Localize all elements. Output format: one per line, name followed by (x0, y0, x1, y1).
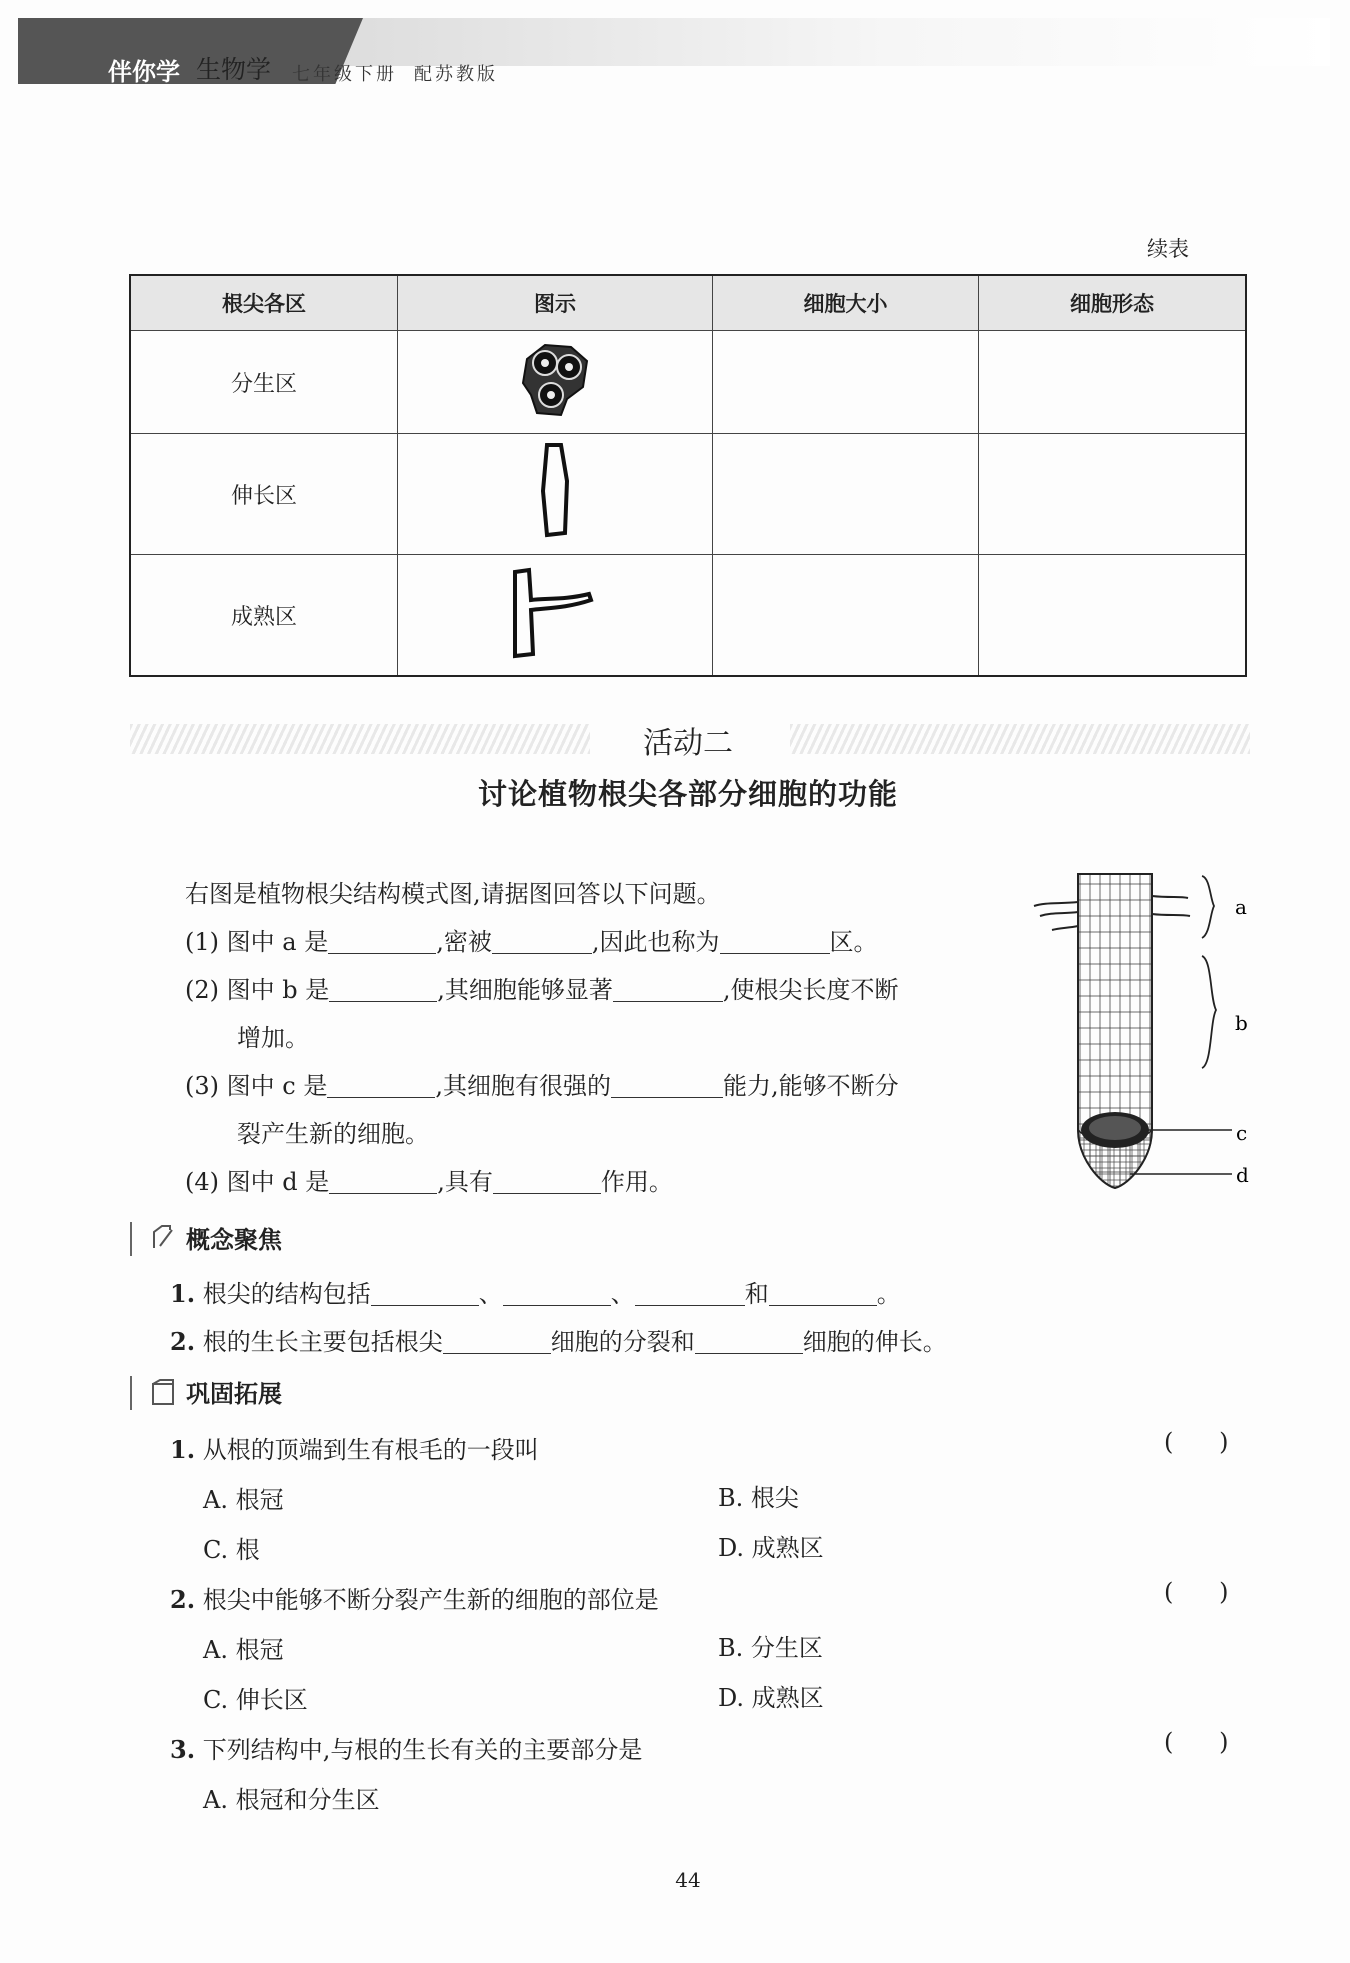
book-icon (150, 1378, 176, 1406)
item-text: 。 (876, 1280, 901, 1308)
answer-blank[interactable] (327, 1073, 435, 1098)
question-text: ,密被 (436, 928, 492, 956)
cell-size-answer[interactable] (712, 555, 978, 677)
diagram-label-a: a (1235, 895, 1247, 919)
question-text: ,其细胞有很强的 (435, 1072, 611, 1100)
question-stem: 下列结构中,与根的生长有关的主要部分是 (202, 1736, 643, 1764)
item-number: 3. (170, 1735, 196, 1764)
question-text: 图中 a 是 (226, 928, 329, 956)
option[interactable]: D. 成熟区 (718, 1684, 824, 1712)
answer-parentheses[interactable]: ( ) (1164, 1728, 1229, 1756)
item-number: 1. (170, 1435, 196, 1464)
practice-question-2 (170, 1580, 659, 1615)
header-band (230, 18, 1330, 66)
table-row (130, 331, 1246, 434)
table-row (130, 434, 1246, 555)
question-text: 图中 c 是 (226, 1072, 328, 1100)
answer-blank[interactable] (329, 977, 437, 1002)
table-header: 细胞大小 (712, 275, 978, 331)
item-text: 细胞的伸长。 (802, 1328, 947, 1356)
activity-question-1 (185, 922, 878, 957)
question-text: 区。 (829, 928, 878, 956)
concept-item-2 (170, 1322, 947, 1357)
table-header: 图示 (398, 275, 713, 331)
continued-label: 续表 (1147, 237, 1189, 261)
answer-blank[interactable] (443, 1329, 551, 1354)
answer-blank[interactable] (635, 1281, 745, 1306)
header-edition: 配苏教版 (414, 64, 498, 85)
question-text: ,具有 (437, 1168, 493, 1196)
item-text: 、 (610, 1280, 635, 1308)
activity-question-4 (185, 1162, 673, 1197)
answer-blank[interactable] (371, 1281, 479, 1306)
cell-shape-answer[interactable] (978, 331, 1246, 434)
item-text: 、 (478, 1280, 503, 1308)
zone-name: 成熟区 (130, 555, 398, 677)
question-stem: 从根的顶端到生有根毛的一段叫 (202, 1436, 539, 1464)
zone-name: 伸长区 (130, 434, 398, 555)
diagram-label-c: c (1236, 1121, 1248, 1145)
option[interactable]: B. 分生区 (718, 1634, 823, 1662)
question-text: ,因此也称为 (591, 928, 720, 956)
pencil-icon (150, 1222, 176, 1252)
activity-intro: 右图是植物根尖结构模式图,请据图回答以下问题。 (185, 880, 721, 908)
answer-parentheses[interactable]: ( ) (1164, 1578, 1229, 1606)
elongation-cell-illustration (398, 434, 713, 555)
item-number: 2. (170, 1585, 196, 1614)
question-text: 图中 b 是 (226, 976, 330, 1004)
activity-title: 活动二 (643, 726, 733, 761)
option[interactable]: A. 根冠 (203, 1486, 284, 1514)
table-header-row (130, 275, 1246, 331)
item-text: 和 (744, 1280, 769, 1308)
concept-item-1 (170, 1274, 901, 1309)
item-text: 细胞的分裂和 (550, 1328, 695, 1356)
diagram-label-d: d (1236, 1163, 1249, 1187)
question-stem: 根尖中能够不断分裂产生新的细胞的部位是 (202, 1586, 659, 1614)
option[interactable]: A. 根冠和分生区 (203, 1786, 380, 1814)
table-row (130, 555, 1246, 677)
question-number: (2) (185, 976, 219, 1004)
item-number: 1. (170, 1279, 196, 1308)
cell-size-answer[interactable] (712, 331, 978, 434)
answer-blank[interactable] (613, 977, 723, 1002)
root-tip-diagram (1030, 868, 1265, 1198)
option[interactable]: A. 根冠 (203, 1636, 284, 1664)
answer-blank[interactable] (493, 1169, 601, 1194)
question-number: (3) (185, 1072, 219, 1100)
question-text: 能力,能够不断分 (722, 1072, 899, 1100)
header-brand: 伴你学 (108, 58, 180, 86)
activity-question-2 (185, 970, 899, 1005)
section-marker (130, 1376, 132, 1410)
question-text: 图中 d 是 (226, 1168, 330, 1196)
question-number: (1) (185, 928, 219, 956)
option[interactable]: D. 成熟区 (718, 1534, 824, 1562)
answer-blank[interactable] (720, 929, 830, 954)
answer-blank[interactable] (695, 1329, 803, 1354)
concept-section-title: 概念聚焦 (186, 1226, 282, 1254)
item-text: 根尖的结构包括 (202, 1280, 371, 1308)
answer-blank[interactable] (769, 1281, 877, 1306)
activity-subtitle: 讨论植物根尖各部分细胞的功能 (477, 777, 898, 811)
activity-question-3 (185, 1066, 899, 1101)
cell-shape-answer[interactable] (978, 434, 1246, 555)
answer-blank[interactable] (492, 929, 592, 954)
answer-blank[interactable] (611, 1073, 723, 1098)
table-header: 根尖各区 (130, 275, 398, 331)
root-hair-cell-illustration (398, 555, 713, 677)
answer-blank[interactable] (503, 1281, 611, 1306)
question-continuation: 增加。 (237, 1024, 309, 1052)
header-subject: 生物学 (196, 55, 272, 84)
answer-blank[interactable] (329, 1169, 437, 1194)
header-grade: 七年级下册 (292, 64, 397, 85)
question-text: ,其细胞能够显著 (437, 976, 613, 1004)
practice-question-1 (170, 1430, 539, 1465)
question-continuation: 裂产生新的细胞。 (237, 1120, 429, 1148)
question-text: 作用。 (600, 1168, 673, 1196)
zone-name: 分生区 (130, 331, 398, 434)
table-header: 细胞形态 (978, 275, 1246, 331)
option[interactable]: C. 伸长区 (203, 1686, 308, 1714)
cell-size-answer[interactable] (712, 434, 978, 555)
diagram-label-b: b (1235, 1011, 1248, 1035)
option[interactable]: B. 根尖 (718, 1484, 799, 1512)
option[interactable]: C. 根 (203, 1536, 260, 1564)
answer-parentheses[interactable]: ( ) (1164, 1428, 1229, 1456)
answer-blank[interactable] (328, 929, 436, 954)
page-number: 44 (675, 1868, 701, 1892)
cell-shape-answer[interactable] (978, 555, 1246, 677)
question-text: ,使根尖长度不断 (722, 976, 899, 1004)
practice-question-3 (170, 1730, 642, 1765)
practice-section-title: 巩固拓展 (186, 1380, 282, 1408)
meristem-cell-illustration (398, 331, 713, 434)
root-zone-table (129, 274, 1247, 677)
question-number: (4) (185, 1168, 219, 1196)
item-text: 根的生长主要包括根尖 (202, 1328, 443, 1356)
section-marker (130, 1222, 132, 1256)
item-number: 2. (170, 1327, 196, 1356)
